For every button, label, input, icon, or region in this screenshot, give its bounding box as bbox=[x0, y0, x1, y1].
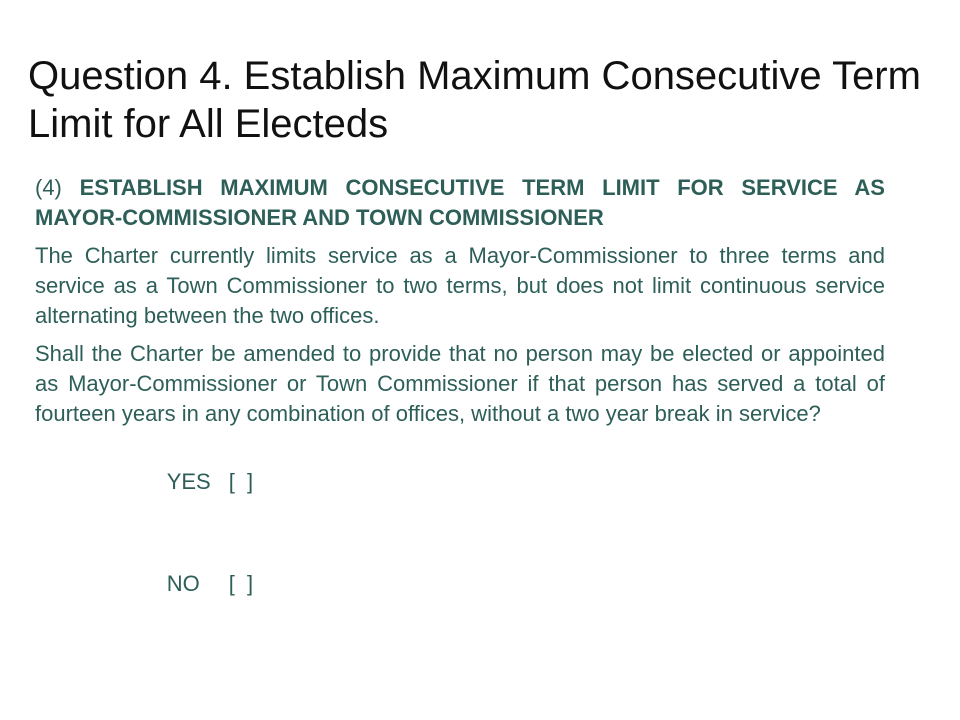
question-number: (4) bbox=[35, 175, 62, 200]
question-heading-text: ESTABLISH MAXIMUM CONSECUTIVE TERM LIMIT FOR SERVICE AS MAYOR-COMMISSIONER AND TOWN COMMISSIONER bbox=[35, 175, 885, 230]
slide-body bbox=[35, 173, 885, 641]
paragraph-question: Shall the Charter be amended to provide that no person may be elected or appointed as Mayor-Commissioner or Town Commissioner if that person has served a total of fourteen years in any combination of offices, without a two year break in service? bbox=[35, 341, 885, 426]
vote-option-no-label: NO bbox=[166, 571, 200, 596]
vote-option-no[interactable] bbox=[130, 539, 885, 629]
vote-option-no-checkbox[interactable]: [ ] bbox=[228, 571, 254, 596]
question-heading bbox=[35, 173, 885, 233]
slide-title: Question 4. Establish Maximum Consecutive Term Limit for All Electeds bbox=[28, 54, 921, 146]
vote-option-yes-checkbox[interactable]: [ ] bbox=[228, 469, 254, 494]
paragraph-current-charter: The Charter currently limits service as a Mayor-Commissioner to three terms and service as a Town Commissioner to two terms, but does not limit continuous service alternating between the two offices. bbox=[35, 243, 885, 328]
vote-option-yes[interactable] bbox=[130, 437, 885, 527]
vote-option-yes-label: YES bbox=[166, 469, 211, 494]
